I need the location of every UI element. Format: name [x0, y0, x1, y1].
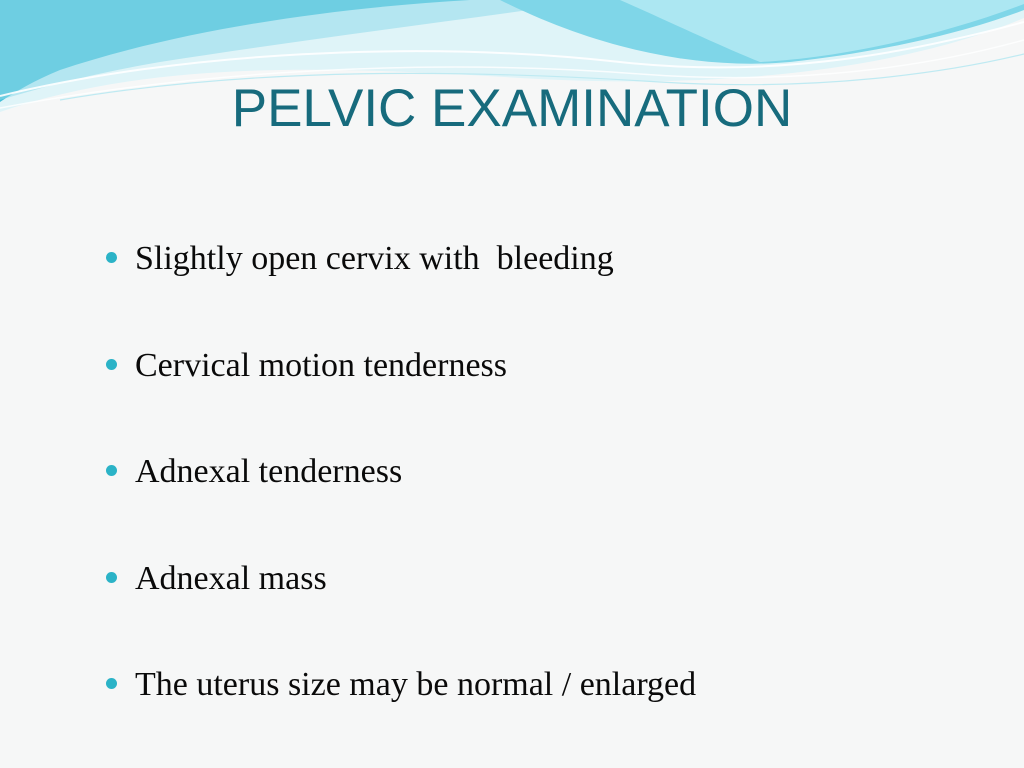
- bullet-item: [106, 449, 966, 556]
- bullet-dot-icon: [106, 359, 117, 370]
- bullet-item: [106, 343, 966, 450]
- bullet-text: Adnexal mass: [135, 559, 327, 597]
- bullet-item: [106, 556, 966, 663]
- bullet-text: The uterus size may be normal / enlarged: [135, 666, 697, 703]
- bullet-text: Cervical motion tenderness: [135, 346, 508, 384]
- bullet-dot-icon: [106, 252, 117, 263]
- bullet-text: Adnexal tenderness: [135, 453, 403, 490]
- bullet-dot-icon: [106, 465, 117, 476]
- bullet-text: Slightly open cervix with bleeding: [135, 240, 614, 277]
- bullet-item: [106, 236, 966, 343]
- bullet-item: [106, 662, 966, 768]
- bullet-list: [106, 236, 966, 768]
- slide-title: PELVIC EXAMINATION: [231, 79, 793, 138]
- bullet-dot-icon: [106, 678, 117, 689]
- bullet-dot-icon: [106, 572, 117, 583]
